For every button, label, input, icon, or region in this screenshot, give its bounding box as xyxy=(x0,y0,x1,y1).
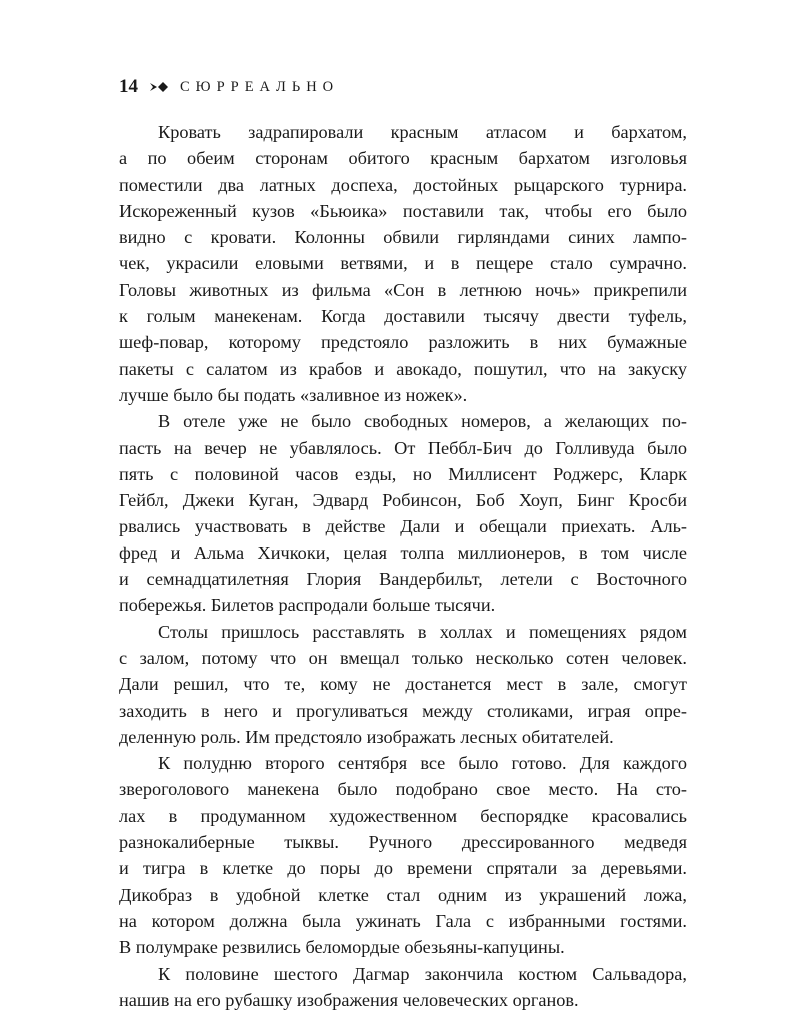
paragraph xyxy=(119,408,687,618)
page-number: 14 xyxy=(119,76,138,98)
text-line: поместили два латных доспеха, достойных рыцарского турнира. xyxy=(119,172,687,198)
running-header xyxy=(119,74,339,100)
text-line: фред и Альма Хичкоки, целая толпа миллионеров, в том числе xyxy=(119,540,687,566)
text-line: Дали решил, что те, кому не достанется мест в зале, смогут xyxy=(119,671,687,697)
text-line: шеф-повар, которому предстояло разложить в них бумажные xyxy=(119,329,687,355)
text-line: Кровать задрапировали красным атласом и бархатом, xyxy=(119,119,687,145)
text-line: Головы животных из фильма «Сон в летнюю ночь» прикрепили xyxy=(119,277,687,303)
text-line: пакеты с салатом из крабов и авокадо, пошутил, что на закуску xyxy=(119,356,687,382)
paragraph xyxy=(119,619,687,750)
text-line: на котором должна была ужинать Гала с избранными гостями. xyxy=(119,908,687,934)
text-line: и семнадцатилетняя Глория Вандербильт, летели с Восточного xyxy=(119,566,687,592)
text-line: Гейбл, Джеки Куган, Эдвард Робинсон, Боб Хоуп, Бинг Кросби xyxy=(119,487,687,513)
text-line: К полудню второго сентября все было готово. Для каждого xyxy=(119,750,687,776)
text-line: В полумраке резвились беломордые обезьяны-капуцины. xyxy=(119,934,687,960)
text-line: видно с кровати. Колонны обвили гирляндами синих лампо- xyxy=(119,224,687,250)
text-line: рвались участвовать в действе Дали и обещали приехать. Аль- xyxy=(119,513,687,539)
text-line: Дикобраз в удобной клетке стал одним из украшений ложа, xyxy=(119,882,687,908)
text-line: чек, украсили еловыми ветвями, и в пещере стало сумрачно. xyxy=(119,250,687,276)
running-title: СЮРРЕАЛЬНО xyxy=(180,79,339,96)
text-line: лучше было бы подать «заливное из ножек». xyxy=(119,382,687,408)
paragraph xyxy=(119,750,687,960)
text-line: пасть на вечер не убавлялось. От Пеббл-Бич до Голливуда было xyxy=(119,435,687,461)
text-line: лах в продуманном художественном беспорядке красовались xyxy=(119,803,687,829)
paragraph xyxy=(119,961,687,1013)
text-line: заходить в него и прогуливаться между столиками, играя опре- xyxy=(119,698,687,724)
text-line: к голым манекенам. Когда доставили тысячу двести туфель, xyxy=(119,303,687,329)
text-line: а по обеим сторонам обитого красным бархатом изголовья xyxy=(119,145,687,171)
text-line: Столы пришлось расставлять в холлах и помещениях рядом xyxy=(119,619,687,645)
text-line: В отеле уже не было свободных номеров, а желающих по- xyxy=(119,408,687,434)
text-line: Искореженный кузов «Бьюика» поставили так, чтобы его было xyxy=(119,198,687,224)
text-line: деленную роль. Им предстояло изображать лесных обитателей. xyxy=(119,724,687,750)
text-line: и тигра в клетке до поры до времени спрятали за деревьями. xyxy=(119,855,687,881)
text-line: разнокалиберные тыквы. Ручного дрессированного медведя xyxy=(119,829,687,855)
paragraph xyxy=(119,119,687,408)
fleuron-icon xyxy=(150,81,170,93)
text-line: побережья. Билетов распродали больше тысячи. xyxy=(119,592,687,618)
text-line: пять с половиной часов езды, но Миллисент Роджерс, Кларк xyxy=(119,461,687,487)
text-line: нашив на его рубашку изображения человеческих органов. xyxy=(119,987,687,1013)
text-line: с залом, потому что он вмещал только несколько сотен человек. xyxy=(119,645,687,671)
text-line: К половине шестого Дагмар закончила костюм Сальвадора, xyxy=(119,961,687,987)
text-line: звероголового манекена было подобрано свое место. На сто- xyxy=(119,776,687,802)
body-text xyxy=(119,119,687,1013)
